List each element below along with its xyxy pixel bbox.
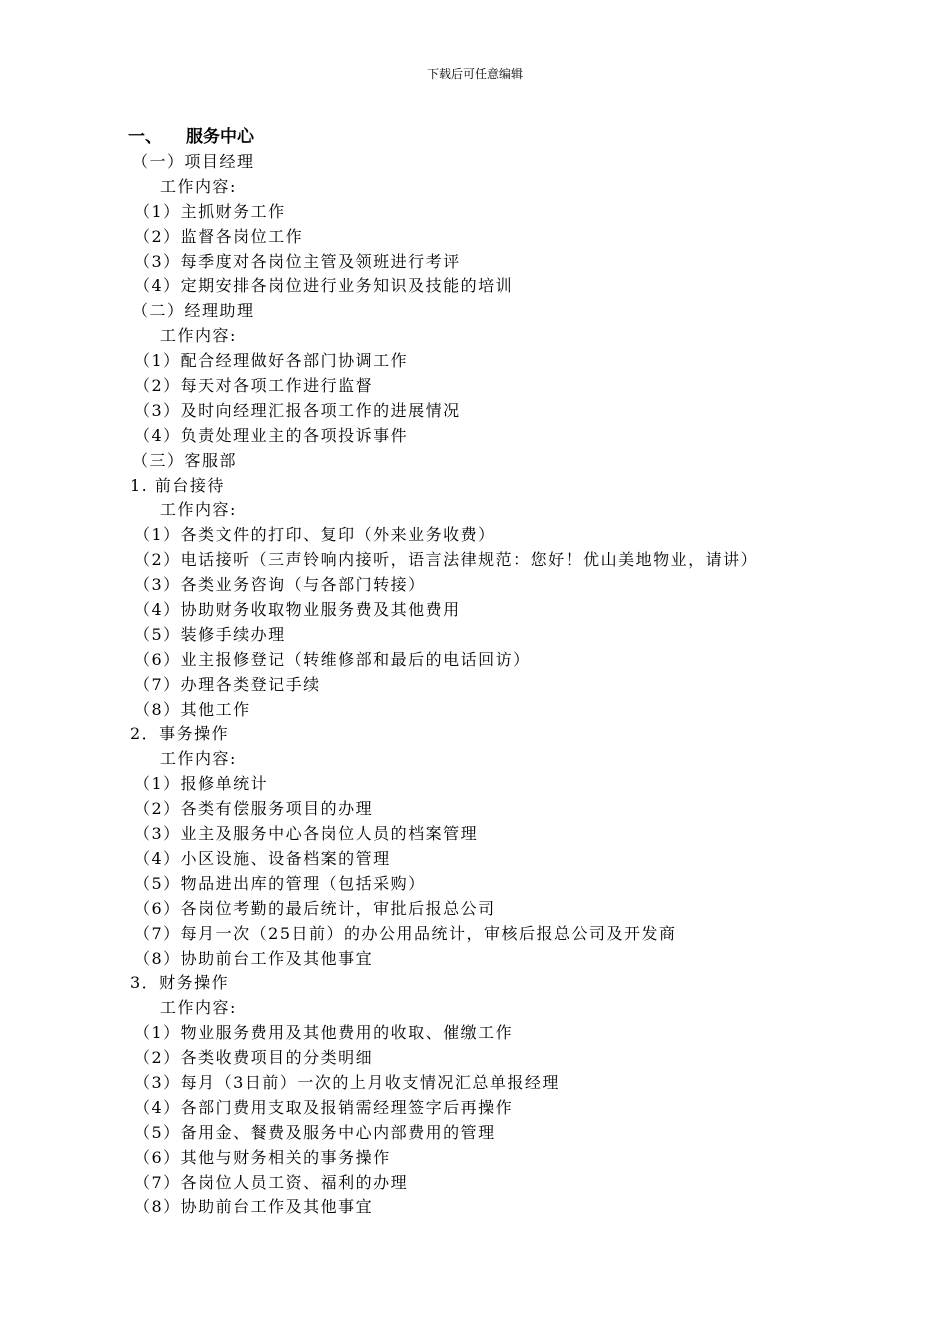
- list-item: （3）业主及服务中心各岗位人员的档案管理: [134, 824, 479, 844]
- list-item: （3）每月（3日前）一次的上月收支情况汇总单报经理: [134, 1072, 560, 1092]
- list-item: （1）物业服务费用及其他费用的收取、催缴工作: [134, 1023, 514, 1043]
- section-title: 服务中心: [186, 127, 254, 147]
- page-header: 下载后可任意编辑: [426, 67, 523, 81]
- list-item: （2）电话接听（三声铃响内接听，语言法律规范：您好！优山美地物业，请讲）: [134, 550, 759, 570]
- list-item: （8）协助前台工作及其他事宜: [134, 948, 374, 968]
- list-item: （5）装修手续办理: [134, 624, 286, 644]
- content-label: 工作内容:: [160, 500, 237, 520]
- list-item: （5）备用金、餐费及服务中心内部费用的管理: [134, 1122, 496, 1142]
- subsection-heading: （一）项目经理: [132, 152, 255, 171]
- list-item: （3）每季度对各岗位主管及领班进行考评: [134, 251, 461, 271]
- content-label: 工作内容:: [160, 326, 237, 346]
- list-item: （4）负责处理业主的各项投诉事件: [134, 425, 409, 445]
- list-item: （6）各岗位考勤的最后统计，审批后报总公司: [134, 898, 496, 918]
- list-item: （7）每月一次（25日前）的办公用品统计，审核后报总公司及开发商: [134, 923, 677, 943]
- content-label: 工作内容:: [160, 998, 237, 1018]
- document-body: [128, 124, 848, 1220]
- list-item: （1）各类文件的打印、复印（外来业务收费）: [134, 525, 496, 545]
- subsection-heading: （三）客服部: [132, 450, 238, 470]
- numbered-heading: 1. 前台接待: [130, 475, 225, 495]
- list-item: （5）物品进出库的管理（包括采购）: [134, 873, 426, 893]
- list-item: （8）其他工作: [134, 699, 251, 719]
- list-item: （7）各岗位人员工资、福利的办理: [134, 1172, 409, 1192]
- list-item: （2）每天对各项工作进行监督: [134, 376, 374, 396]
- list-item: （4）协助财务收取物业服务费及其他费用: [134, 600, 461, 620]
- content-label: 工作内容:: [160, 749, 237, 769]
- list-item: （2）监督各岗位工作: [134, 226, 304, 246]
- section-heading: [128, 124, 848, 150]
- list-item: （1）报修单统计: [134, 774, 269, 794]
- list-item: （2）各类收费项目的分类明细: [134, 1048, 374, 1068]
- numbered-heading: 3．财务操作: [130, 973, 230, 993]
- list-item: （8）协助前台工作及其他事宜: [134, 1197, 374, 1217]
- list-item: （6）其他与财务相关的事务操作: [134, 1147, 391, 1167]
- list-item: （4）小区设施、设备档案的管理: [134, 848, 391, 868]
- list-item: （3）各类业务咨询（与各部门转接）: [134, 575, 426, 595]
- subsection-heading: （二）经理助理: [132, 301, 255, 321]
- section-number: 一、: [128, 127, 162, 147]
- numbered-heading: 2．事务操作: [130, 724, 230, 744]
- list-item: （4）定期安排各岗位进行业务知识及技能的培训: [134, 276, 514, 296]
- content-label: 工作内容:: [160, 176, 237, 196]
- list-item: （4）各部门费用支取及报销需经理签字后再操作: [134, 1097, 514, 1117]
- list-item: （7）办理各类登记手续: [134, 674, 321, 694]
- text-lines: [128, 150, 848, 1220]
- list-item: （1）配合经理做好各部门协调工作: [134, 351, 409, 371]
- list-item: （3）及时向经理汇报各项工作的进展情况: [134, 400, 461, 420]
- list-item: （6）业主报修登记（转维修部和最后的电话回访）: [134, 649, 531, 669]
- list-item: （1）主抓财务工作: [134, 201, 286, 221]
- list-item: （2）各类有偿服务项目的办理: [134, 799, 374, 819]
